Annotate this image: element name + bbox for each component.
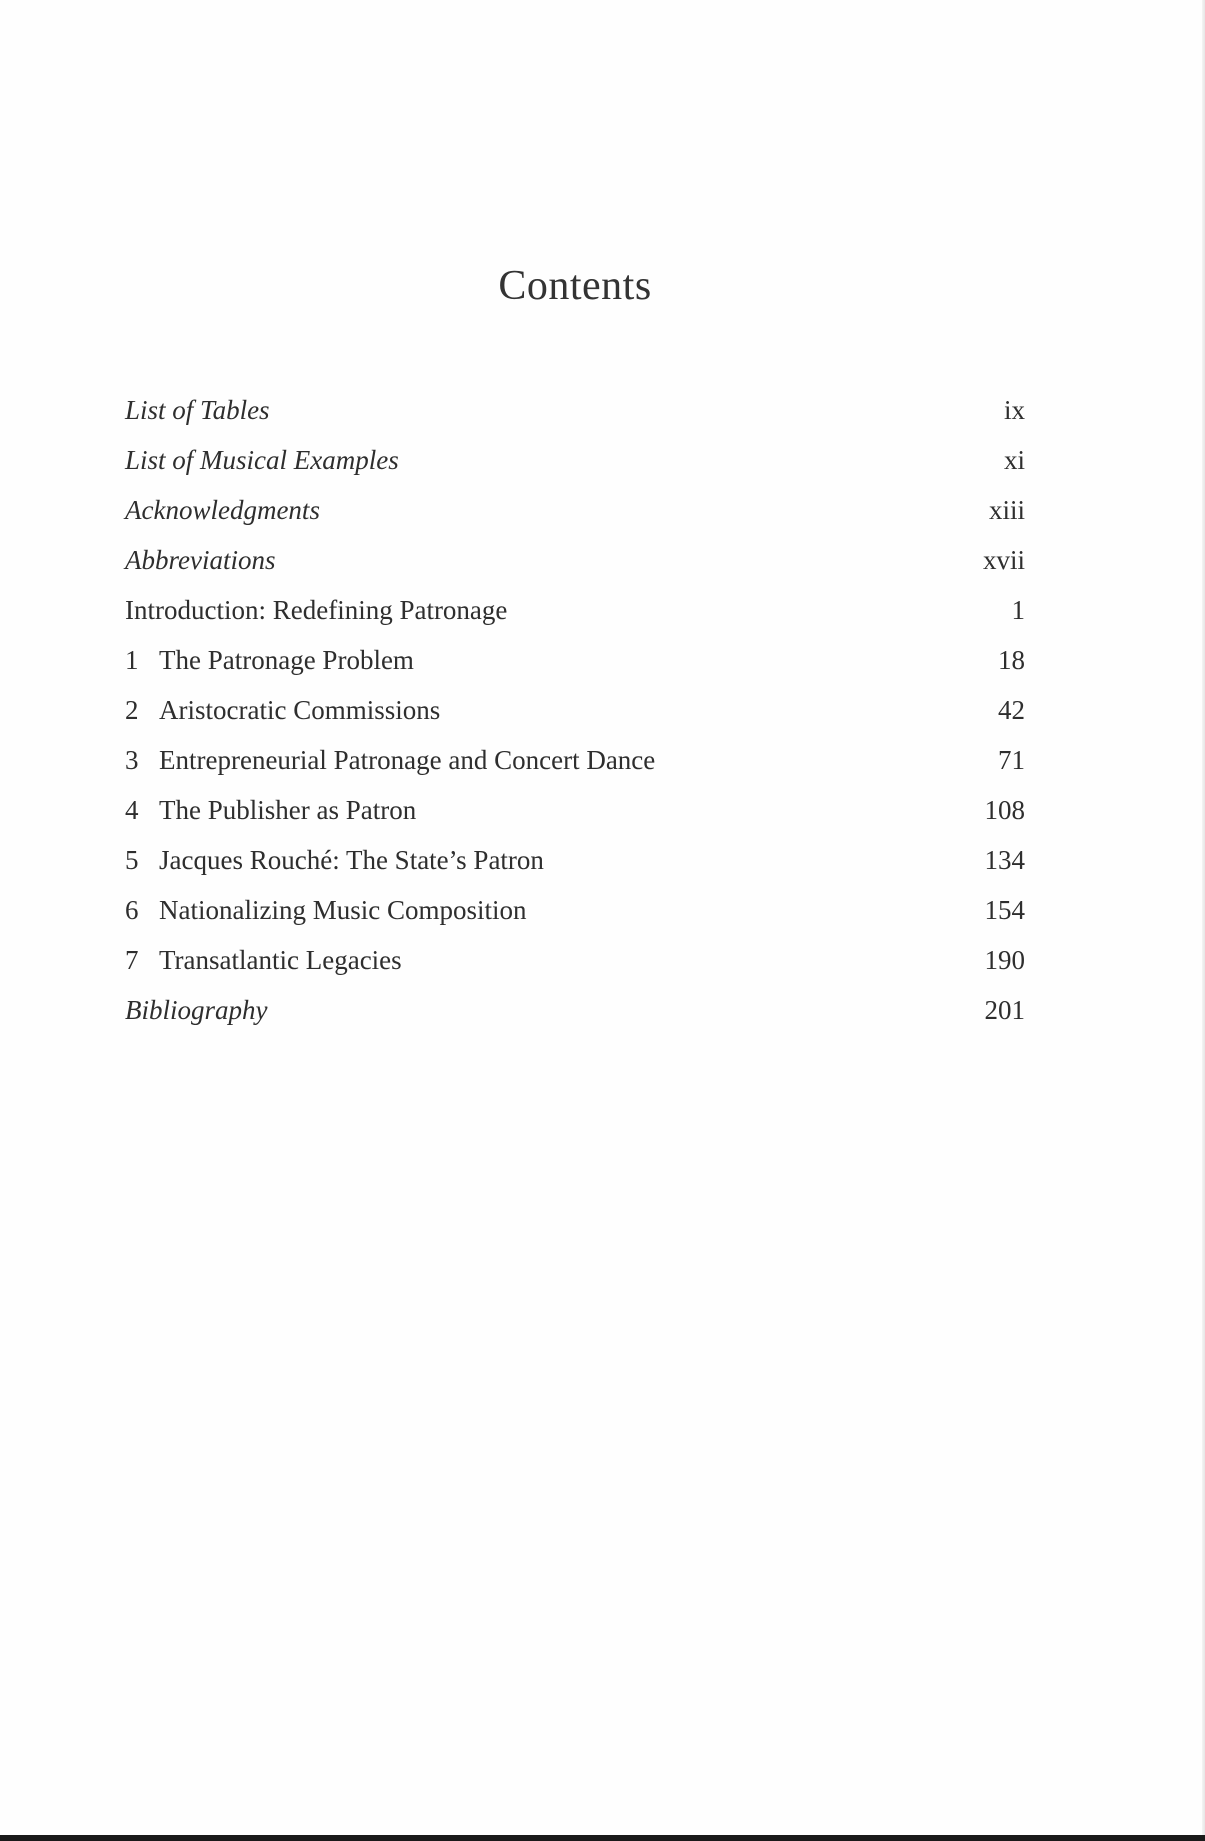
toc-entry-label: The Publisher as Patron bbox=[159, 795, 417, 825]
toc-entry bbox=[125, 785, 1025, 835]
toc-entry-label: Acknowledgments bbox=[125, 495, 320, 525]
chapter-number: 5 bbox=[125, 845, 139, 875]
toc-entry-label: Jacques Rouché: The State’s Patron bbox=[159, 845, 544, 875]
table-of-contents bbox=[125, 385, 1025, 1035]
toc-entry-page: 201 bbox=[984, 995, 1025, 1025]
toc-entry bbox=[125, 685, 1025, 735]
toc-entry-label: List of Musical Examples bbox=[125, 445, 399, 475]
toc-entry-page: 154 bbox=[984, 895, 1025, 925]
toc-entry bbox=[125, 435, 1025, 485]
toc-entry-page: 190 bbox=[984, 945, 1025, 975]
chapter-number: 7 bbox=[125, 945, 139, 975]
toc-entry bbox=[125, 885, 1025, 935]
toc-entry-page: 18 bbox=[998, 645, 1025, 675]
chapter-number: 2 bbox=[125, 695, 139, 725]
toc-entry-page: xiii bbox=[988, 495, 1025, 525]
toc-entry-page: 71 bbox=[998, 745, 1025, 775]
chapter-number: 1 bbox=[125, 645, 139, 675]
toc-entry-label: Nationalizing Music Composition bbox=[159, 895, 527, 925]
toc-entry-label: Aristocratic Commissions bbox=[159, 695, 441, 725]
page-title: Contents bbox=[498, 263, 652, 309]
chapter-number: 3 bbox=[125, 745, 139, 775]
chapter-number: 4 bbox=[125, 795, 139, 825]
toc-entry-label: Abbreviations bbox=[125, 545, 276, 575]
scan-edge-bottom bbox=[0, 1835, 1205, 1841]
toc-entry bbox=[125, 485, 1025, 535]
toc-entry bbox=[125, 935, 1025, 985]
toc-entry bbox=[125, 735, 1025, 785]
toc-entry bbox=[125, 385, 1025, 435]
toc-entry-page: xi bbox=[1003, 445, 1025, 475]
chapter-number: 6 bbox=[125, 895, 139, 925]
toc-entry-page: xvii bbox=[982, 545, 1025, 575]
toc-entry bbox=[125, 535, 1025, 585]
toc-entry-page: 134 bbox=[984, 845, 1025, 875]
toc-entry-label: The Patronage Problem bbox=[159, 645, 414, 675]
toc-entry bbox=[125, 585, 1025, 635]
toc-entry-label: Transatlantic Legacies bbox=[159, 945, 402, 975]
toc-entry bbox=[125, 635, 1025, 685]
toc-entry-page: 1 bbox=[1011, 595, 1025, 625]
toc-entry-label: List of Tables bbox=[125, 395, 270, 425]
toc-entry-page: ix bbox=[1003, 395, 1025, 425]
toc-entry bbox=[125, 985, 1025, 1035]
toc-entry bbox=[125, 835, 1025, 885]
toc-entry-label: Bibliography bbox=[125, 995, 268, 1025]
toc-entry-page: 108 bbox=[984, 795, 1025, 825]
toc-entry-label: Introduction: Redefining Patronage bbox=[125, 595, 508, 625]
toc-entry-page: 42 bbox=[998, 695, 1025, 725]
toc-entry-label: Entrepreneurial Patronage and Concert Dance bbox=[159, 745, 656, 775]
